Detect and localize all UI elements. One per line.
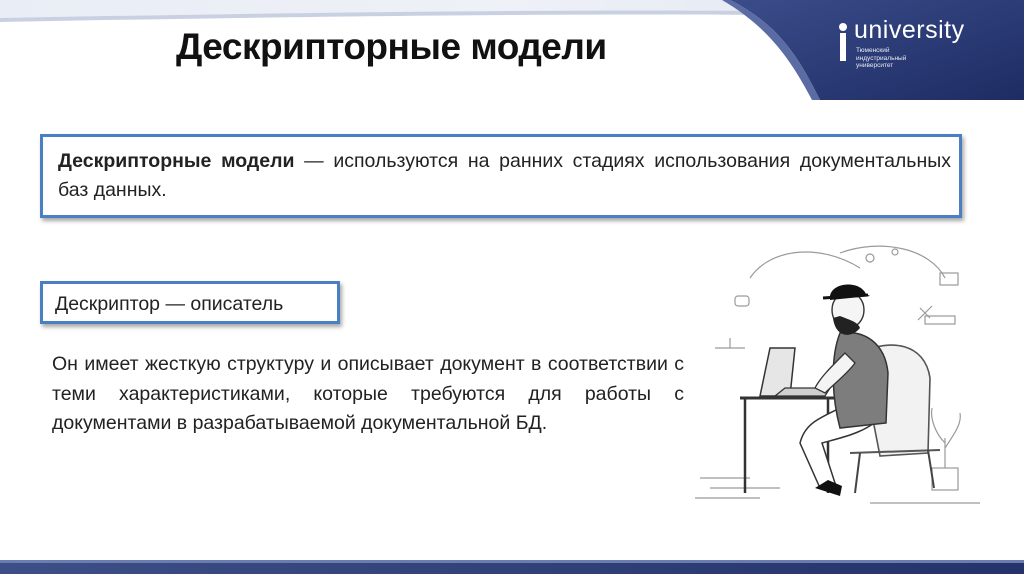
definition-box bbox=[40, 134, 962, 218]
footer-bar bbox=[0, 560, 1024, 574]
definition-rest: — используются на ранних стадиях использования документальных баз данных. bbox=[58, 150, 951, 201]
university-logo bbox=[836, 12, 1016, 72]
logo-sub-line-2: индустриальный bbox=[856, 54, 907, 62]
definition-text bbox=[58, 147, 951, 205]
logo-wordmark: university bbox=[854, 16, 965, 44]
descriptor-paragraph: Он имеет жесткую структуру и описывает документ в соответствии с теми характеристиками, которые требуются для работы с документами в разрабатываемой документальной БД. bbox=[52, 353, 684, 434]
university-logo-icon bbox=[836, 22, 850, 62]
logo-subtitle bbox=[856, 47, 906, 70]
person-at-laptop-illustration bbox=[690, 238, 990, 513]
page-title: Дескрипторные модели bbox=[176, 26, 607, 67]
descriptor-label: Дескриптор — описатель bbox=[55, 293, 284, 315]
logo-sub-line-1: Тюменский bbox=[856, 47, 890, 54]
descriptor-box bbox=[40, 281, 340, 324]
logo-sub-line-3: университет bbox=[856, 62, 894, 69]
definition-term: Дескрипторные модели bbox=[58, 150, 295, 172]
